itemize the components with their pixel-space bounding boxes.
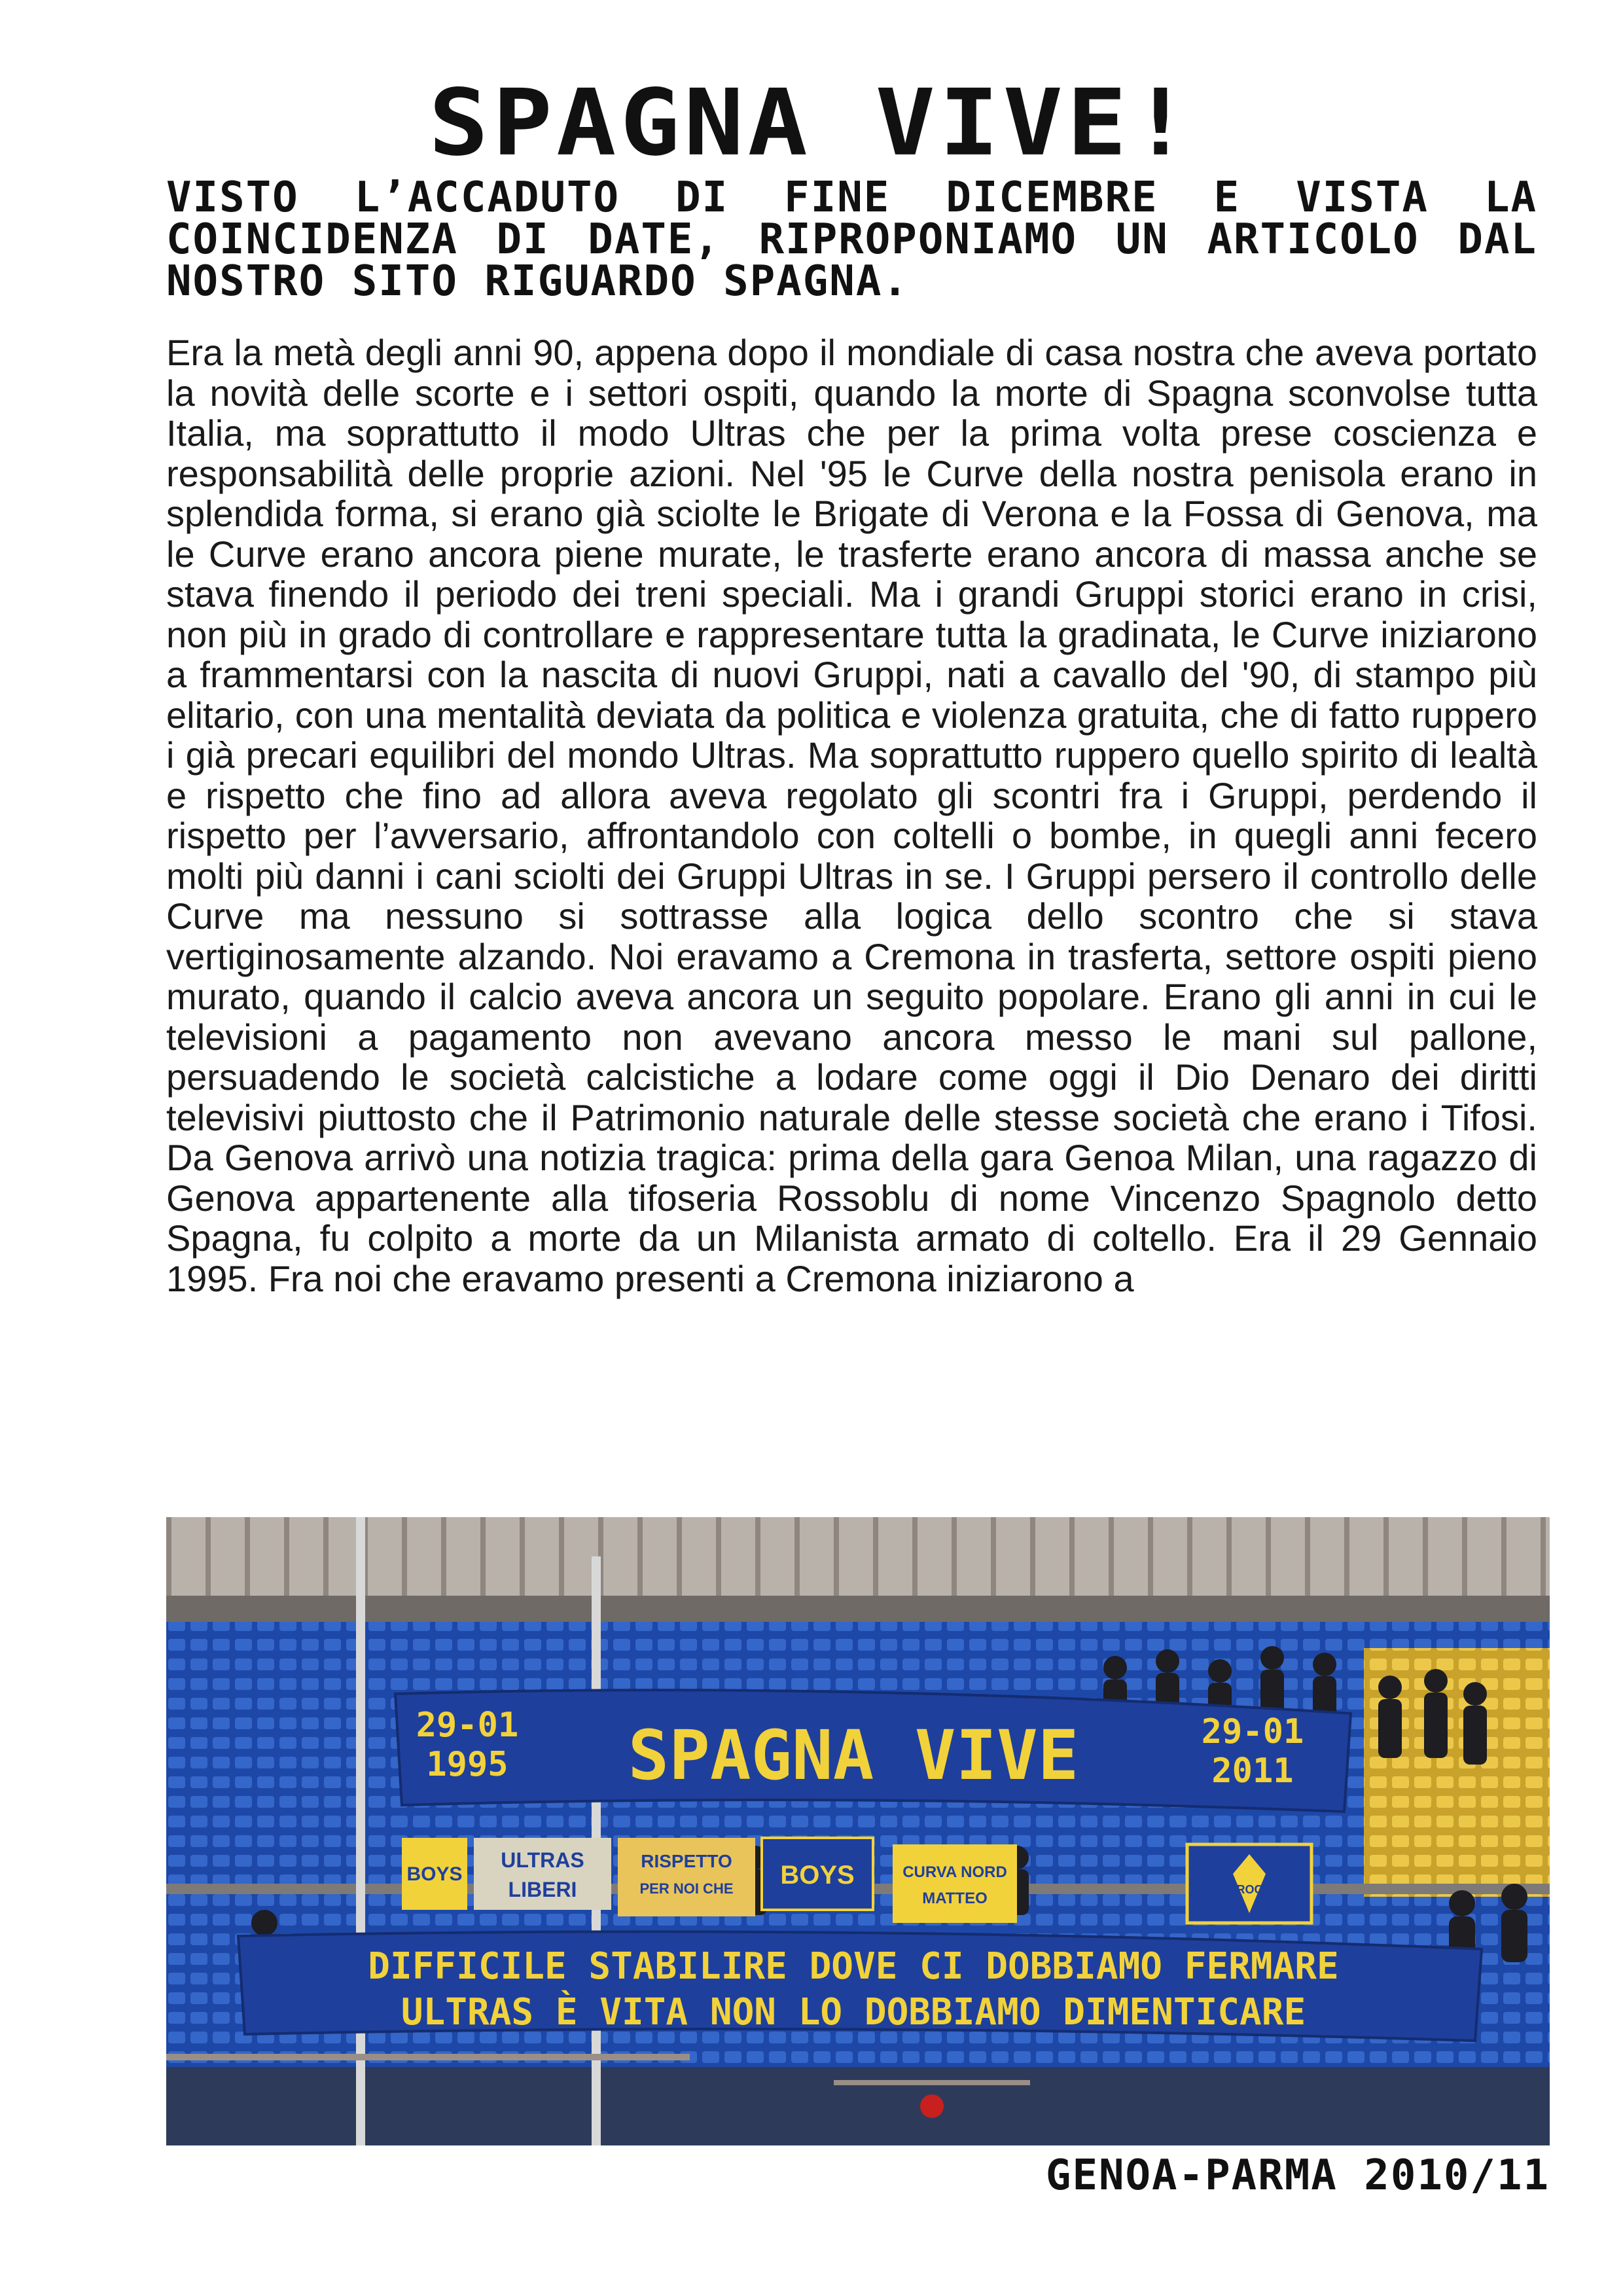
banner-left-date-line1: 29-01 (416, 1706, 519, 1745)
page-title: SPAGNA VIVE! (428, 69, 1195, 176)
article-subtitle: VISTO L’ACCADUTO DI FINE DICEMBRE E VISTA LA COINCIDENZA DI DATE, RIPROPONIAMO UN ARTICOLO DAL NOSTRO SITO RIGUARDO SPAGNA. (166, 173, 1537, 306)
banner-right-date-line2: 2011 (1211, 1751, 1294, 1791)
lower-banner-line1: DIFFICILE STABILIRE DOVE CI DOBBIAMO FERMARE (368, 1945, 1339, 1988)
small-banner-4: BOYS (780, 1861, 855, 1890)
lower-banner-line2: ULTRAS È VITA NON LO DOBBIAMO DIMENTICARE (401, 1991, 1306, 2034)
small-banner-6: CROCE (1228, 1883, 1271, 1896)
banner-main-text: SPAGNA VIVE (628, 1715, 1079, 1795)
stadium-photo-illustration (166, 1517, 1550, 2145)
article-body: Era la metà degli anni 90, appena dopo il mondiale di casa nostra che aveva portato la novità delle scorte e i settori ospiti, quando la morte di Spagna sconvolse tutta Italia, ma soprattutto il modo Ultras che per la prima volta prese coscienza e responsabilità delle proprie azioni. Nel '95 le Curve della nostra penisola erano in splendida forma, si erano già sciolte le Brigate di Verona e la Fossa di Genova, ma le Curve erano ancora piene murate, le trasferte erano ancora di massa anche se stava finendo il periodo dei treni speciali. Ma i grandi Gruppi storici erano in crisi, non più in grado di controllare e rappresentare tutta la gradinata, le Curve iniziarono a frammentarsi con la nascita di nuovi Gruppi, nati a cavallo del '90, di stampo più elitario, con una mentalità deviata da politica e violenza gratuita, che di fatto ruppero i già precari equilibri del mondo Ultras. Ma soprattutto ruppero quello spirito di lealtà e rispetto che fino ad allora aveva regolato gli scontri fra i Gruppi, perdendo il rispetto per l’avversario, affrontandolo con coltelli o bombe, in quegli anni fecero molti più danni i cani sciolti dei Gruppi Ultras in se. I Gruppi persero il controllo delle Curve ma nessuno si sottrasse alla logica dello scontro che si stava vertiginosamente alzando. Noi eravamo a Cremona in trasferta, settore ospiti pieno murato, quando il calcio aveva ancora un seguito popolare. Erano gli anni in cui le televisioni a pagamento non avevano ancora messo le mani sul pallone, persuadendo le società calcistiche a lodare come oggi il Dio Denaro dei diritti televisivi piuttosto che il Patrimonio naturale delle stesse società che erano i Tifosi. Da Genova arrivò una notizia tragica: prima della gara Genoa Milan, una ragazzo di Genova appartenente alla tifoseria Rossoblu di nome Vincenzo Spagnolo detto Spagna, fu colpito a morte da un Milanista armato di coltello. Era il 29 Gennaio 1995. Fra noi che eravamo presenti a Cremona iniziarono a (166, 332, 1537, 1299)
small-banner-5-line1: CURVA NORD (902, 1863, 1007, 1881)
banner-left-date-line2: 1995 (426, 1745, 508, 1784)
stadium-photo (166, 1517, 1550, 2145)
small-banner-2-line1: ULTRAS (501, 1848, 584, 1872)
small-banner-3-line1: RISPETTO (641, 1851, 732, 1871)
photo-caption: GENOA-PARMA 2010/11 (1045, 2151, 1550, 2200)
small-banner-2-line2: LIBERI (508, 1878, 577, 1901)
small-banner-3-line2: PER NOI CHE (639, 1880, 734, 1897)
small-banner-5-line2: MATTEO (922, 1890, 988, 1907)
banner-right-date-line1: 29-01 (1201, 1712, 1304, 1751)
small-banner-1: BOYS (406, 1863, 463, 1885)
